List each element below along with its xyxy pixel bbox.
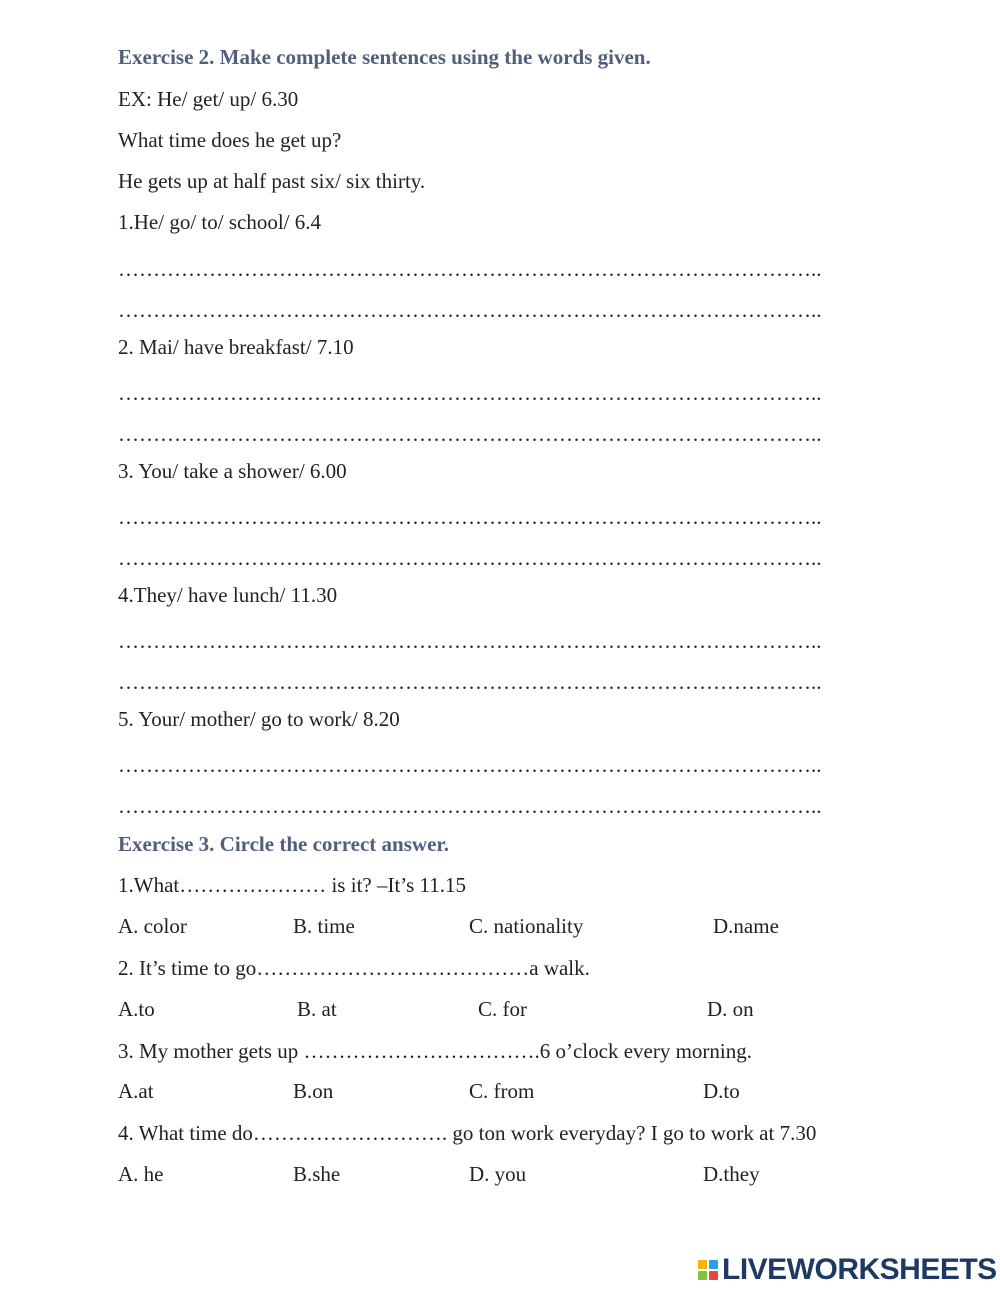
option-d[interactable]: D.name (713, 914, 779, 938)
option-b[interactable]: B.on (293, 1079, 334, 1103)
answer-line[interactable]: ……………………………………………………………………………………….. (118, 422, 822, 446)
question-4: 4. What time do………………………. go ton work everyday? I go to work at 7.30 (118, 1121, 817, 1145)
option-d[interactable]: D.they (703, 1162, 760, 1186)
exercise-3-heading: Exercise 3. Circle the correct answer. (118, 832, 450, 856)
option-a[interactable]: A.at (118, 1079, 154, 1103)
option-a[interactable]: A.to (118, 997, 155, 1021)
answer-line[interactable]: ……………………………………………………………………………………….. (118, 546, 822, 570)
option-c[interactable]: C. nationality (469, 914, 584, 938)
answer-line[interactable]: ……………………………………………………………………………………….. (118, 629, 822, 653)
logo-blocks-icon (698, 1260, 718, 1280)
option-b[interactable]: B. time (293, 914, 355, 938)
exercise-2-heading: Exercise 2. Make complete sentences using the words given. (118, 45, 651, 69)
option-c[interactable]: D. you (469, 1162, 527, 1186)
logo-text: LIVEWORKSHEETS (722, 1253, 997, 1286)
exercise-2-item-3: 3. You/ take a shower/ 6.00 (118, 459, 347, 483)
exercise-2-item-1: 1.He/ go/ to/ school/ 6.4 (118, 210, 321, 234)
question-1: 1.What………………… is it? –It’s 11.15 (118, 873, 467, 897)
answer-line[interactable]: ……………………………………………………………………………………….. (118, 298, 822, 322)
option-c[interactable]: C. for (478, 997, 527, 1021)
option-c[interactable]: C. from (469, 1079, 535, 1103)
liveworksheets-logo (698, 1254, 997, 1286)
answer-line[interactable]: ……………………………………………………………………………………….. (118, 670, 822, 694)
option-b[interactable]: B. at (297, 997, 337, 1021)
answer-line[interactable]: ……………………………………………………………………………………….. (118, 753, 822, 777)
example-question: What time does he get up? (118, 128, 342, 152)
example-answer: He gets up at half past six/ six thirty. (118, 169, 426, 193)
question-3: 3. My mother gets up …………………………….6 o’clock every morning. (118, 1039, 752, 1063)
option-a[interactable]: A. he (118, 1162, 164, 1186)
exercise-2-item-2: 2. Mai/ have breakfast/ 7.10 (118, 335, 354, 359)
option-d[interactable]: D. on (707, 997, 754, 1021)
exercise-2-item-5: 5. Your/ mother/ go to work/ 8.20 (118, 707, 400, 731)
option-d[interactable]: D.to (703, 1079, 740, 1103)
option-b[interactable]: B.she (293, 1162, 341, 1186)
answer-line[interactable]: ……………………………………………………………………………………….. (118, 794, 822, 818)
exercise-2-item-4: 4.They/ have lunch/ 11.30 (118, 583, 338, 607)
answer-line[interactable]: ……………………………………………………………………………………….. (118, 381, 822, 405)
example-prompt: EX: He/ get/ up/ 6.30 (118, 87, 299, 111)
option-a[interactable]: A. color (118, 914, 187, 938)
answer-line[interactable]: ……………………………………………………………………………………….. (118, 505, 822, 529)
question-2: 2. It’s time to go…………………………………a walk. (118, 956, 590, 980)
answer-line[interactable]: ……………………………………………………………………………………….. (118, 257, 822, 281)
